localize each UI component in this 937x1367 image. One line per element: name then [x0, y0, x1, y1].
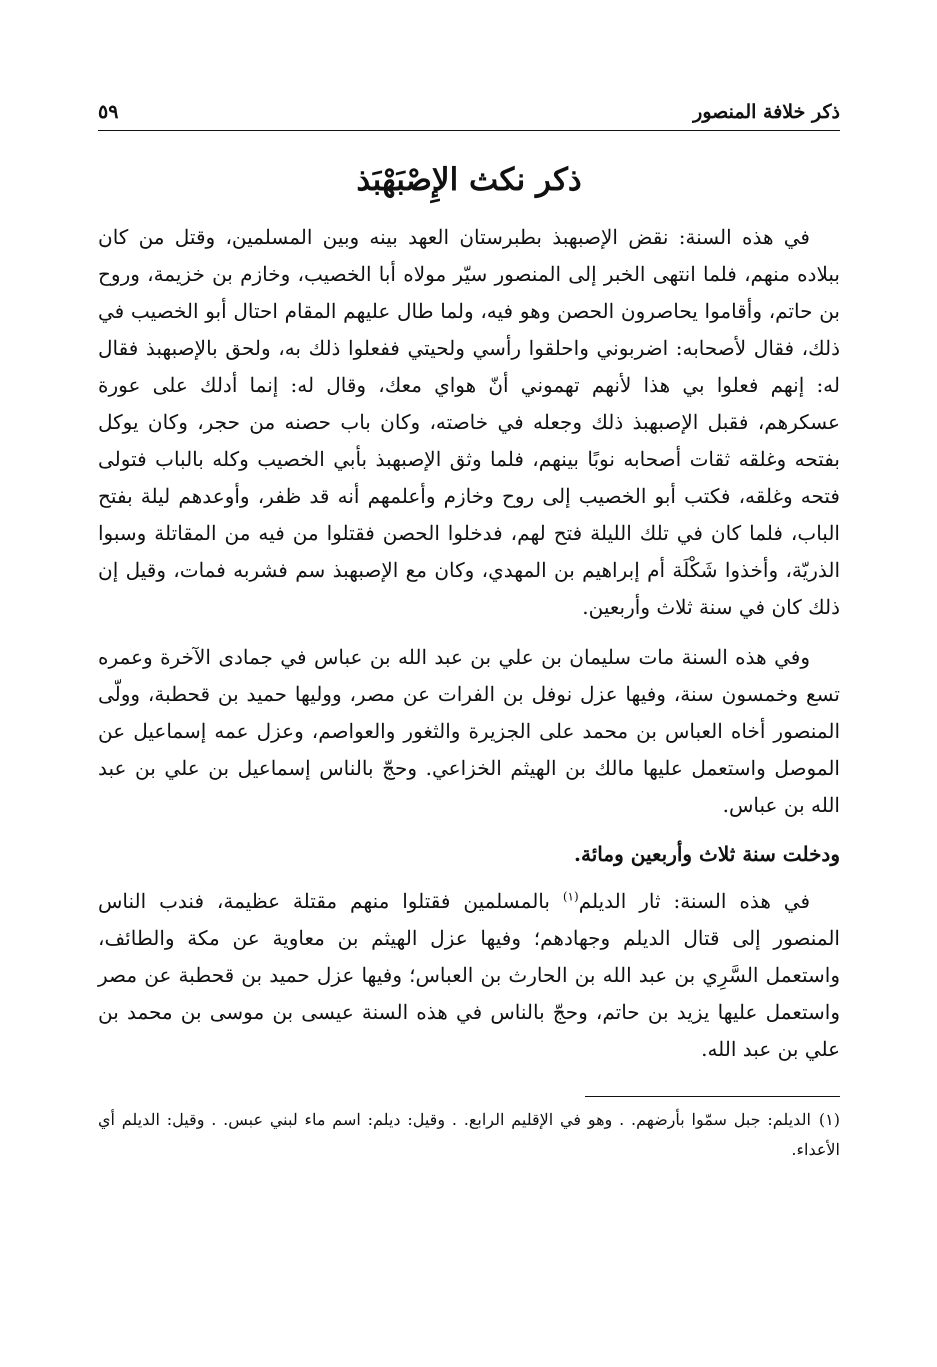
page-number: ٥٩	[98, 101, 119, 123]
running-header	[98, 84, 840, 131]
body-paragraph-2: وفي هذه السنة مات سليمان بن علي بن عبد الله بن عباس في جمادى الآخرة وعمره تسع وخمسون سنة، وفيها عزل نوفل بن الفرات عن مصر، ووليها حميد بن قحطبة، وولّى المنصور أخاه العباس بن محمد على الجزيرة والثغور والعواصم، وعزل عمه إسماعيل عن الموصل واستعمل عليها مالك بن الهيثم الخزاعي. وحجّ بالناس إسماعيل بن علي بن عبد الله بن عباس.	[98, 645, 840, 817]
chapter-title: ذكر نكث الإِصْبَهْبَذ	[356, 162, 582, 198]
footnote	[98, 1105, 840, 1165]
footnote-divider	[585, 1096, 840, 1097]
footnote-text: الديلم: جبل سمّوا بأرضهم. . وهو في الإقليم الرابع. . وقيل: ديلم: اسم ماء لبني عبس. . وقيل: الديلم أي الأعداء.	[98, 1110, 840, 1159]
body-paragraph-3	[98, 883, 840, 1068]
footnote-number: (١)	[818, 1110, 840, 1129]
body-paragraph-1: في هذه السنة: نقض الإصبهبذ بطبرستان العهد بينه وبين المسلمين، وقتل من كان ببلاده منهم، فلما انتهى الخبر إلى المنصور سيّر مولاه أبا الخصيب، وخازم بن خزيمة، وروح بن حاتم، وأقاموا يحاصرون الحصن وهو فيه، ولما طال عليهم المقام احتال أبو الخصيب في ذلك، فقال لأصحابه: اضربوني واحلقوا رأسي ولحيتي ففعلوا ذلك به، ولحق بالإصبهبذ فقال له: إنهم فعلوا بي هذا لأنهم تهموني أنّ هواي معك، وقال له: إنما أدلك على عورة عسكرهم، فقبل الإصبهبذ ذلك وجعله في خاصته، وكان باب حصنه من حجر، وكان يوكل بفتحه وغلقه ثقات أصحابه نوبًا بينهم، فلما وثق الإصبهبذ بأبي الخصيب وكله بالباب فتولى فتحه وغلقه، فكتب أبو الخصيب إلى روح وخازم وأعلمهم أنه قد ظفر، وأوعدهم ليلة بفتح الباب، فلما كان في تلك الليلة فتح لهم، فدخلوا الحصن فقتلوا من فيه من المقاتلة وسبوا الذريّة، وأخذوا شَكْلَة أم إبراهيم بن المهدي، وكان مع الإصبهبذ سم فشربه فمات، وقيل إن ذلك كان في سنة ثلاث وأربعين.	[98, 225, 840, 619]
paragraph-3-start: في هذه السنة: ثار الديلم	[578, 889, 811, 913]
book-page	[98, 84, 840, 1344]
running-title: ذكر خلافة المنصور	[693, 101, 840, 123]
paragraph-3-rest: بالمسلمين فقتلوا منهم مقتلة عظيمة، فندب الناس المنصور إلى قتال الديلم وجهادهم؛ وفيها عزل الهيثم بن معاوية عن مكة والطائف، واستعمل السَّرِي بن عبد الله بن الحارث بن العباس؛ وفيها عزل حميد بن قحطبة عن مصر واستعمل عليها يزيد بن حاتم، وحجّ بالناس في هذه السنة عيسى بن موسى بن محمد بن علي بن عبد الله.	[98, 889, 840, 1061]
year-heading: ودخلت سنة ثلاث وأربعين ومائة.	[574, 842, 840, 866]
footnote-reference[interactable]: (١)	[562, 889, 579, 904]
